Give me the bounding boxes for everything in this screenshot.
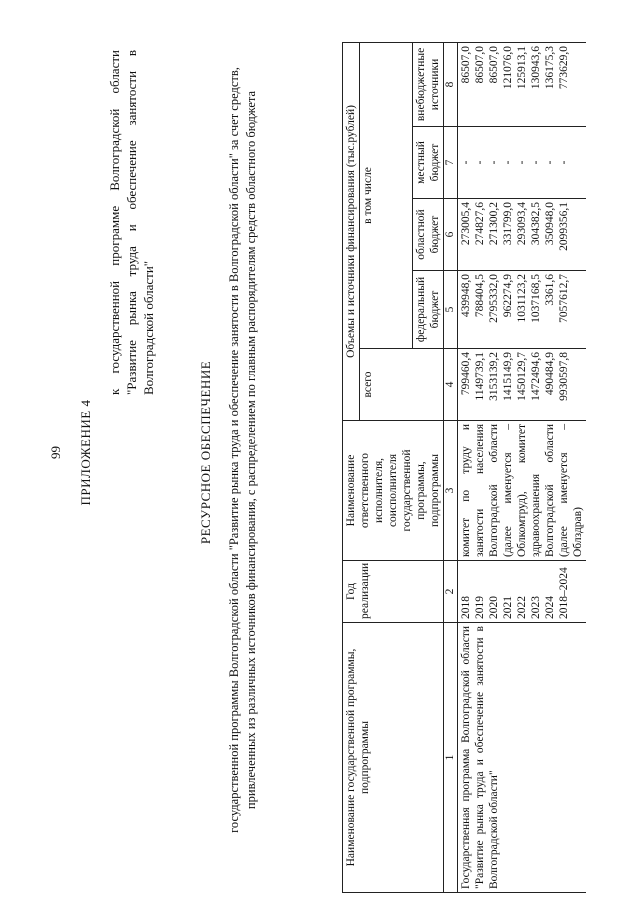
executor-cell: комитет по труду и занятости населения Волгоградской области (далее именуется – Облкомтруд), комитет здравоохранения Волгоградской области (далее именуется – Облздрав): [458, 421, 587, 561]
header-total: всего: [360, 349, 444, 421]
appendix-note: к государственной программе Волгоградской области "Развитие рынка труда и обеспечение занятости в Волгоградской области": [107, 50, 156, 395]
page-number: 99: [48, 446, 63, 459]
header-extrabudget: внебюджетные источники: [413, 42, 444, 126]
column-number: 2: [444, 561, 458, 623]
header-including: в том числе: [360, 42, 413, 348]
header-federal: федеральный бюджет: [413, 271, 444, 349]
table-row: [458, 42, 587, 892]
header-year: Год реализации: [343, 561, 444, 623]
document-subheading: государственной программы Волгоградской области "Развитие рынка труда и обеспечение занятости в Волгоградской области" за счет средств, привлеченных из различных источников финансирования, с распределением по главным распорядителям средств областного бюджета: [227, 67, 258, 833]
column-number: 3: [444, 421, 458, 561]
federal-cell: 439948,0 788404,5 2795332,0 962274,9 1031123,2 1037168,5 3361,6 7057612,7: [458, 271, 587, 349]
column-number: 5: [444, 271, 458, 349]
header-executor: Наименование ответственного исполнителя, соисполнителя государственной программы, подпрограммы: [343, 421, 444, 561]
document-heading: РЕСУРСНОЕ ОБЕСПЕЧЕНИЕ: [198, 360, 213, 545]
column-number: 7: [444, 127, 458, 199]
column-number: 4: [444, 349, 458, 421]
extrabudget-cell: 86507,0 86507,0 86507,0 121076,0 125913,1 130943,6 136175,3 773629,0: [458, 42, 587, 126]
column-number: 8: [444, 42, 458, 126]
header-regional: областной бюджет: [413, 199, 444, 271]
appendix-title: ПРИЛОЖЕНИЕ 4: [78, 399, 93, 506]
header-local: местный бюджет: [413, 127, 444, 199]
total-cell: 799460,4 1149739,1 3153139,2 1415149,9 1450129,7 1472494,6 490484,9 9930597,8: [458, 349, 587, 421]
column-number: 1: [444, 623, 458, 893]
year-cell: 2018 2019 2020 2021 2022 2023 2024 2018–2024: [458, 561, 587, 623]
column-number: 6: [444, 199, 458, 271]
local-cell: - - - - - - - -: [458, 127, 587, 199]
resource-table: [342, 42, 586, 893]
header-program-name: Наименование государственной программы, подпрограммы: [343, 623, 444, 893]
regional-cell: 273005,4 274827,6 271300,2 331799,0 293093,4 304382,5 350948,0 2099356,1: [458, 199, 587, 271]
header-financing: Объемы и источники финансирования (тыс.рублей): [343, 42, 360, 420]
program-name-cell: Государственная программа Волгоградской области "Развитие рынка труда и обеспечение занятости в Волгоградской области": [458, 623, 587, 893]
